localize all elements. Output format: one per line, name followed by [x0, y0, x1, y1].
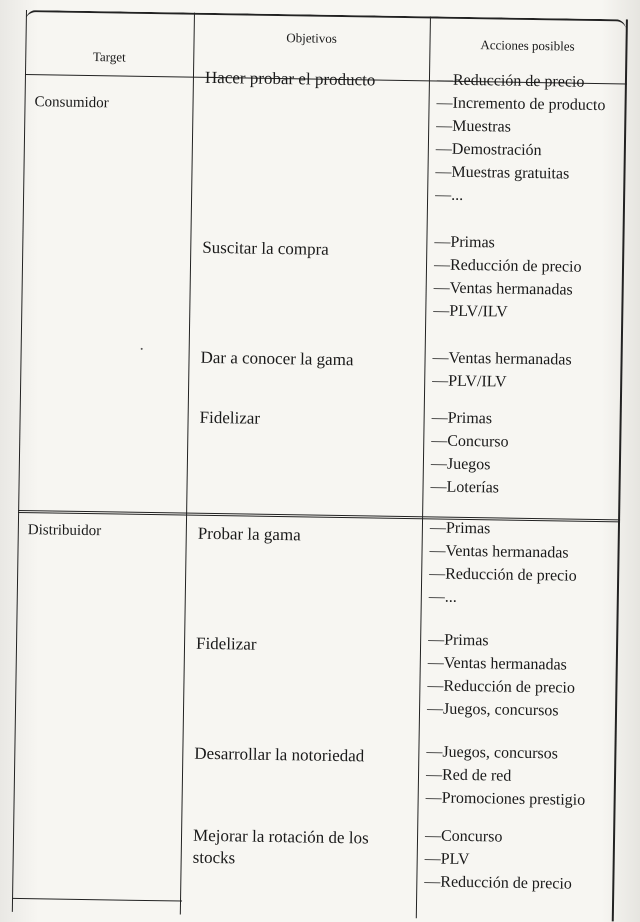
action-item: —Promociones prestigio: [425, 789, 586, 809]
objective-label: Mejorar la rotación de los stocks: [192, 825, 369, 868]
action-item: —Juegos, concursos: [426, 743, 559, 763]
action-item: —PLV/ILV: [432, 372, 507, 391]
action-list: [435, 68, 606, 209]
action-item: —Juegos, concursos: [426, 700, 559, 720]
action-item: —Reducción de precio: [433, 256, 582, 276]
action-item: —Ventas hermanadas: [429, 542, 569, 562]
action-list: [430, 406, 509, 499]
action-item: —Reducción de precio: [436, 71, 585, 91]
objective-label: Fidelizar: [195, 633, 257, 654]
action-item: —Primas: [429, 519, 491, 538]
target-consumidor: Consumidor: [34, 94, 109, 112]
promotion-table: [12, 10, 638, 922]
action-item: —Primas: [428, 631, 489, 650]
column-divider-1: [180, 13, 195, 915]
action-item: —Muestras: [436, 117, 512, 136]
table-bottom-border: [12, 898, 182, 902]
action-item: —Incremento de producto: [436, 94, 606, 115]
header-acciones: Acciones posibles: [480, 37, 575, 54]
action-item: —Loterías: [430, 478, 500, 497]
action-item: —Red de red: [425, 766, 512, 785]
action-item: —...: [435, 186, 464, 204]
action-list: [427, 628, 576, 722]
action-list: [432, 346, 572, 394]
objective-label: Fidelizar: [199, 407, 261, 428]
objective-label: Dar a conocer la gama: [200, 347, 354, 370]
action-item: —PLV/ILV: [433, 302, 508, 321]
action-item: —Concurso: [424, 827, 503, 846]
action-item: —Ventas hermanadas: [427, 654, 567, 674]
objective-label: Probar la gama: [197, 523, 301, 545]
action-item: —Ventas hermanadas: [433, 279, 573, 299]
objective-label: Hacer probar el producto: [204, 67, 376, 90]
action-item: —Reducción de precio: [429, 565, 577, 585]
action-item: —Reducción de precio: [424, 873, 572, 893]
action-list: [433, 230, 582, 324]
target-distribuidor: Distribuidor: [27, 522, 102, 540]
header-objetivos: Objetivos: [286, 30, 337, 46]
header-target: Target: [92, 49, 126, 65]
action-list: [424, 824, 573, 895]
action-item: —Juegos: [430, 455, 491, 474]
objective-label: Desarrollar la notoriedad: [194, 743, 365, 766]
action-item: —Primas: [434, 233, 495, 252]
action-item: —PLV: [424, 850, 470, 869]
action-item: —...: [428, 588, 457, 606]
objective-label: Suscitar la compra: [202, 237, 329, 259]
action-item: —Primas: [431, 409, 493, 428]
action-item: —Demostración: [435, 140, 542, 160]
action-item: —Muestras gratuitas: [435, 163, 570, 183]
action-list: [429, 516, 578, 610]
action-item: —Concurso: [431, 432, 509, 451]
speck: [141, 348, 143, 350]
action-item: —Reducción de precio: [427, 677, 576, 697]
action-list: [425, 740, 586, 811]
table-right-border: [612, 19, 628, 921]
action-item: —Ventas hermanadas: [432, 349, 572, 369]
